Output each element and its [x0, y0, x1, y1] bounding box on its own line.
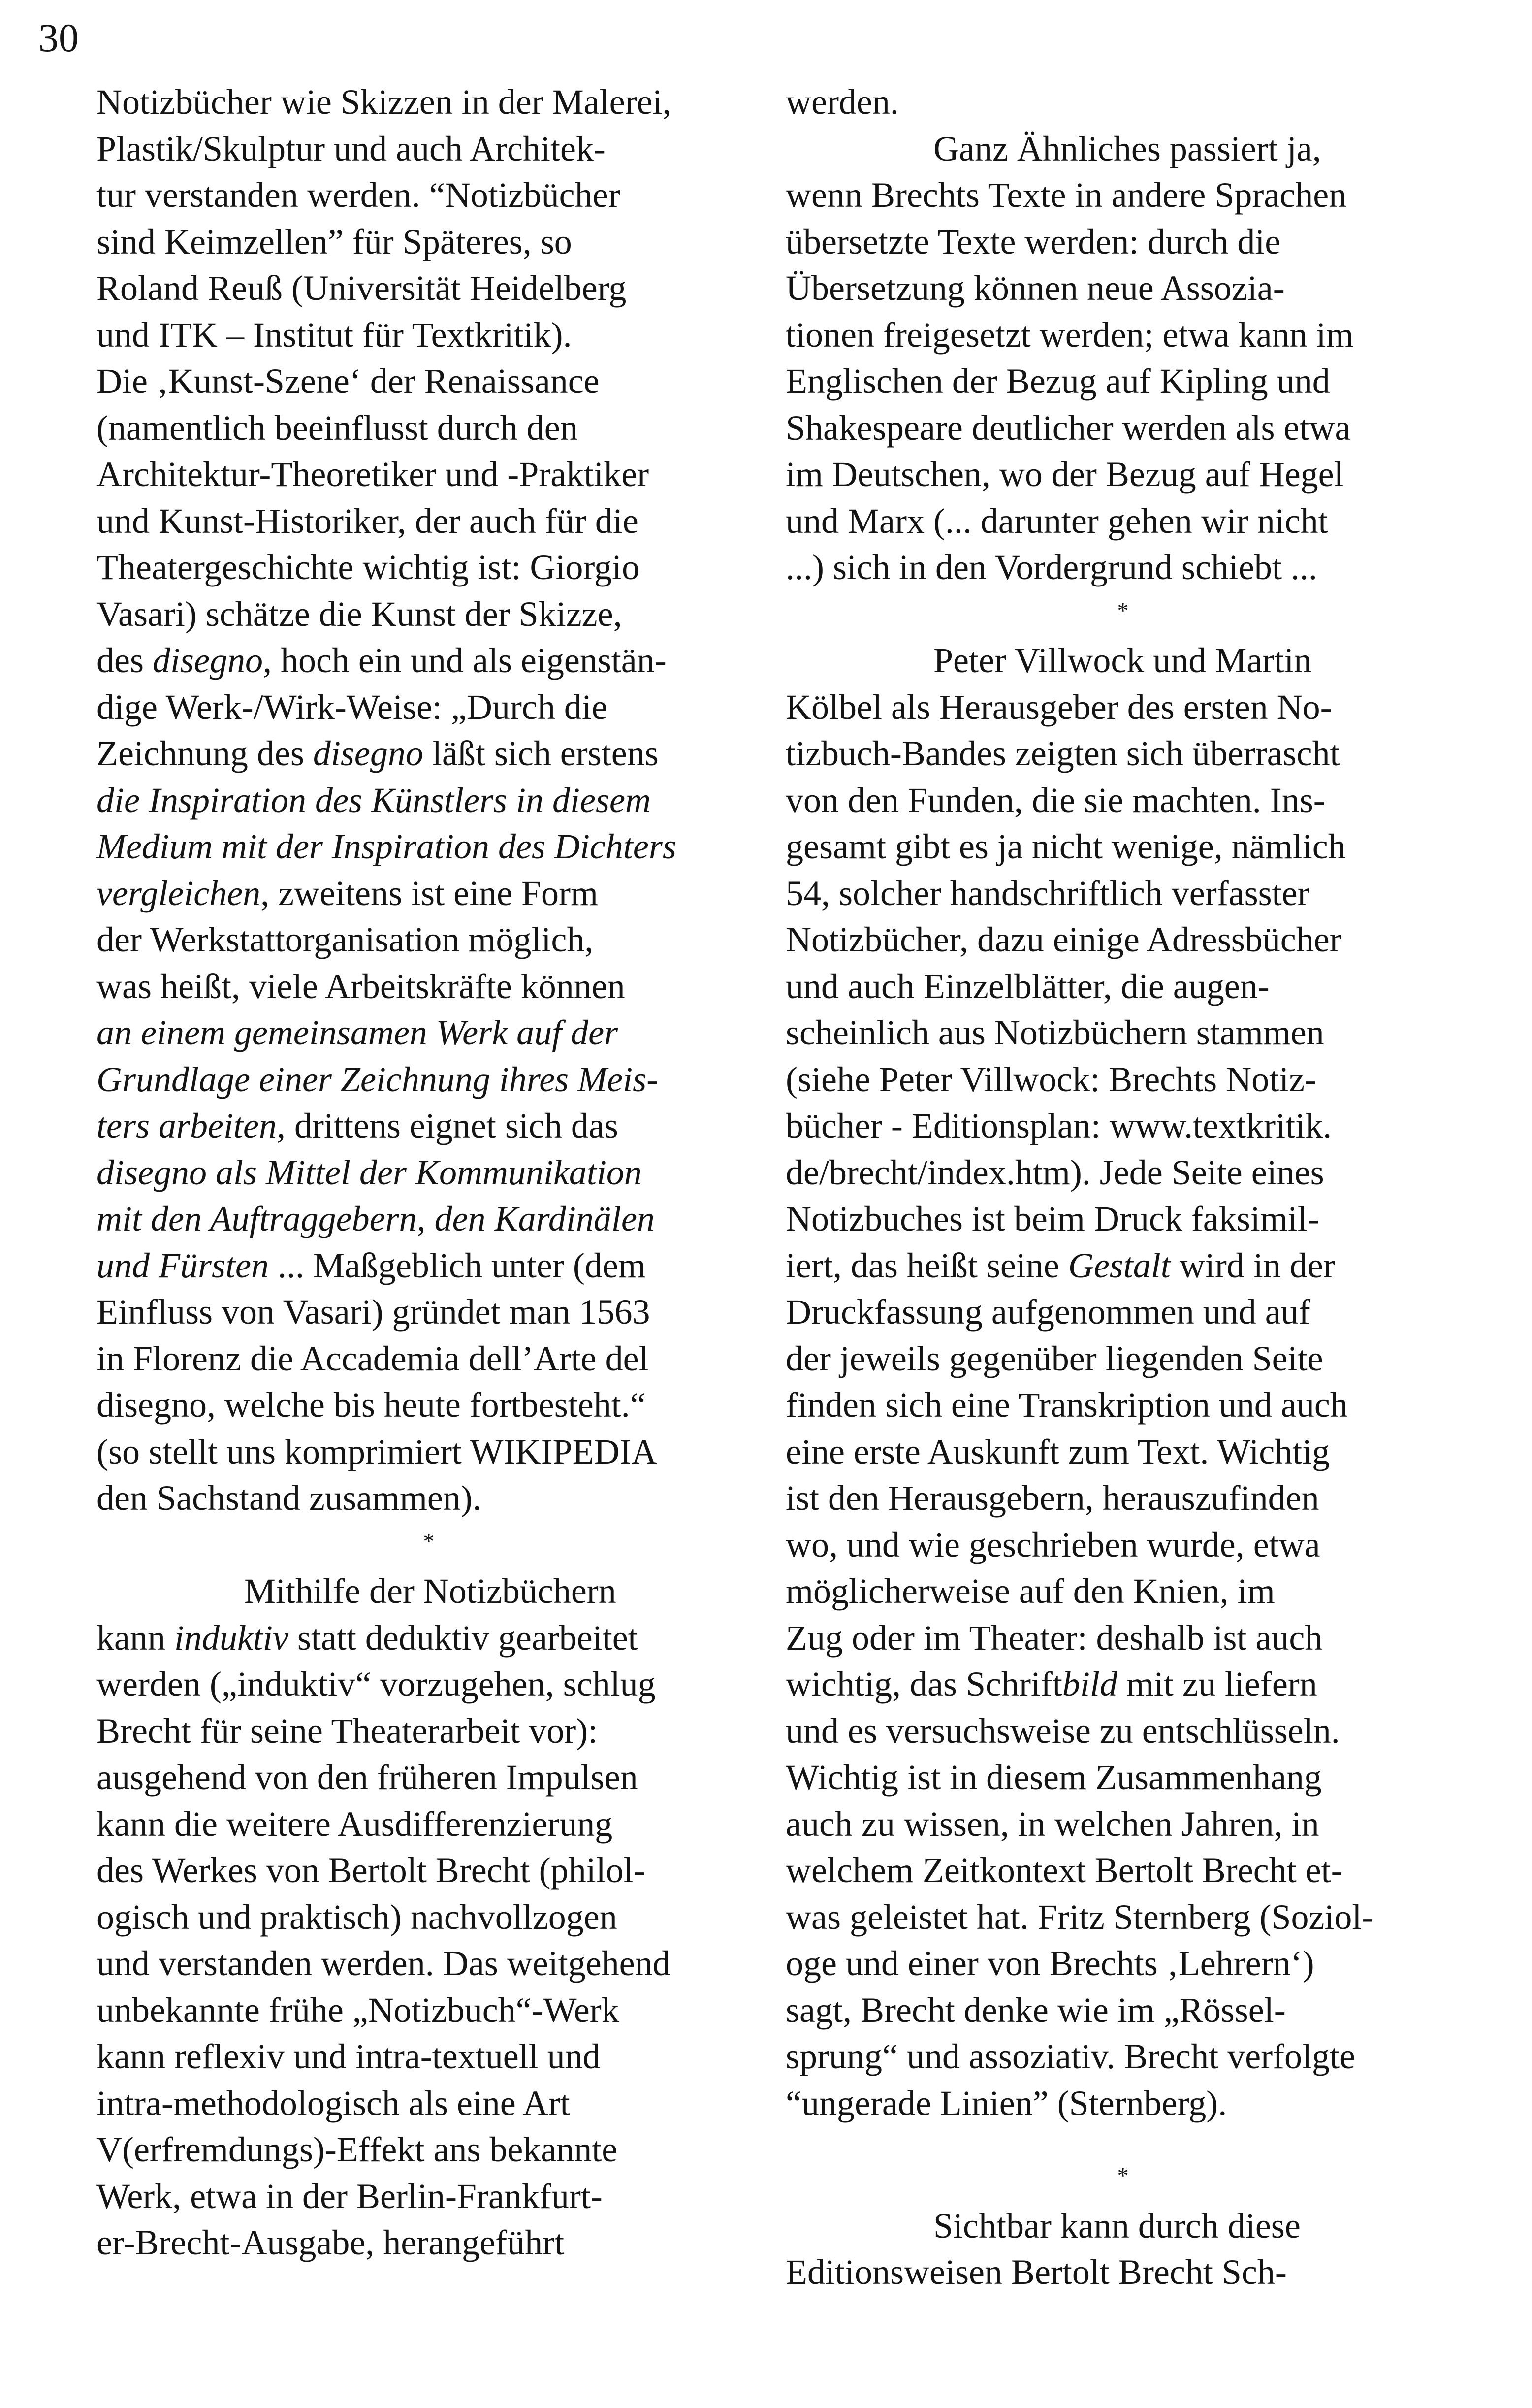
text-line: und Marx (... darunter gehen wir nicht [786, 501, 1328, 541]
text-line: V(erfremdungs)-Effekt ans bekannte [96, 2130, 618, 2169]
paragraph-start-line: Sichtbar kann durch diese [933, 2206, 1301, 2245]
text-line: wenn Brechts Texte in andere Sprachen [786, 175, 1347, 215]
left-column [96, 79, 751, 2266]
text-line: werden. [786, 82, 899, 122]
text-line: dige Werk-/Wirk-Weise: „Durch die [96, 687, 607, 727]
text-line: und verstanden werden. Das weitgehend [96, 1944, 670, 1983]
text-line: kann die weitere Ausdifferenzierung [96, 1804, 613, 1844]
text-line: Englischen der Bezug auf Kipling und [786, 361, 1330, 401]
text-line [96, 1242, 751, 1289]
paragraph-start-line: Ganz Ähnliches passiert ja, [933, 129, 1321, 168]
text-line: tur verstanden werden. “Notizbücher [96, 175, 620, 215]
text-line: übersetzte Texte werden: durch die [786, 222, 1281, 261]
text-line [786, 1242, 1431, 1289]
text-line: sind Keimzellen” für Späteres, so [96, 222, 572, 261]
page-number: 30 [38, 15, 79, 60]
text-line: (so stellt uns komprimiert WIKIPEDIA [96, 1432, 657, 1471]
text-line: im Deutschen, wo der Bezug auf Hegel [786, 455, 1344, 494]
text-line: intra-methodologisch als eine Art [96, 2083, 570, 2123]
text-line: 54, solcher handschriftlich verfasster [786, 873, 1309, 913]
italic-span: bild [1062, 1664, 1117, 1704]
text-line: der Werkstattorganisation möglich, [96, 920, 594, 959]
text-line: was heißt, viele Arbeitskräfte können [96, 966, 625, 1006]
text-line: Editionsweisen Bertolt Brecht Sch- [786, 2252, 1287, 2292]
text-line: unbekannte frühe „Notizbuch“-Werk [96, 1990, 619, 2030]
text-line [96, 870, 751, 917]
section-divider: * [1117, 597, 1129, 623]
text-line: werden („induktiv“ vorzugehen, schlug [96, 1664, 656, 1704]
italic-span: ters arbeiten [96, 1106, 277, 1145]
text-span: wichtig, das Schrift [786, 1664, 1062, 1704]
text-line: Werk, etwa in der Berlin-Frankfurt- [96, 2176, 603, 2216]
text-line: Plastik/Skulptur und auch Architek- [96, 129, 606, 168]
text-line: ausgehend von den früheren Impulsen [96, 1757, 638, 1797]
text-span: mit zu liefern [1117, 1664, 1317, 1704]
text-span: kann [96, 1618, 174, 1658]
paragraph-start-line: Mithilfe der Notizbüchern [244, 1571, 616, 1611]
italic-span: mit den Auftraggebern, den Kardinälen [96, 1199, 655, 1238]
italic-span: disegno [313, 734, 423, 773]
text-line [96, 637, 751, 684]
text-span: wird in der [1170, 1245, 1335, 1285]
text-line: und Kunst-Historiker, der auch für die [96, 501, 638, 541]
text-line: Roland Reuß (Universität Heidelberg [96, 268, 627, 308]
text-line [96, 1009, 751, 1056]
text-line: wo, und wie geschrieben wurde, etwa [786, 1525, 1320, 1564]
text-span: des [96, 641, 153, 680]
italic-span: die Inspiration des Künstlers in diesem [96, 780, 651, 820]
italic-span: vergleichen [96, 873, 261, 913]
text-line: Die ‚Kunst-Szene‘ der Renaissance [96, 361, 600, 401]
italic-span: Gestalt [1068, 1245, 1171, 1285]
text-line: was geleistet hat. Fritz Sternberg (Soziol- [786, 1897, 1374, 1937]
section-divider: * [1117, 2163, 1129, 2188]
text-line: eine erste Auskunft zum Text. Wichtig [786, 1432, 1330, 1471]
italic-span: und Fürsten [96, 1245, 269, 1285]
text-line: Vasari) schätze die Kunst der Skizze, [96, 594, 622, 634]
text-line: de/brecht/index.htm). Jede Seite eines [786, 1152, 1324, 1192]
text-line: ...) sich in den Vordergrund schiebt ... [786, 548, 1317, 587]
text-line: und ITK – Institut für Textkritik). [96, 315, 572, 355]
text-line: bücher - Editionsplan: www.textkritik. [786, 1106, 1332, 1145]
text-line: tizbuch-Bandes zeigten sich überrascht [786, 734, 1340, 773]
text-line: der jeweils gegenüber liegenden Seite [786, 1338, 1323, 1378]
paragraph-start-line: Peter Villwock und Martin [933, 641, 1312, 680]
text-line: des Werkes von Bertolt Brecht (philol- [96, 1851, 645, 1890]
text-line: (namentlich beeinflusst durch den [96, 408, 578, 448]
text-span: , zweitens ist eine Form [260, 873, 599, 913]
text-span: , drittens eignet sich das [276, 1106, 618, 1145]
text-line: tionen freigesetzt werden; etwa kann im [786, 315, 1354, 355]
text-line: ogisch und praktisch) nachvollzogen [96, 1897, 617, 1937]
text-line: disegno, welche bis heute fortbesteht.“ [96, 1385, 646, 1425]
text-line: von den Funden, die sie machten. Ins- [786, 780, 1325, 820]
text-span: ... Maßgeblich unter (dem [268, 1245, 646, 1285]
text-line: oge und einer von Brechts ‚Lehrern‘) [786, 1944, 1314, 1983]
text-line [96, 777, 751, 824]
right-column [786, 79, 1431, 2296]
text-line: Wichtig ist in diesem Zusammenhang [786, 1757, 1322, 1797]
text-line: Druckfassung aufgenommen und auf [786, 1292, 1310, 1332]
text-line: Theatergeschichte wichtig ist: Giorgio [96, 548, 640, 587]
text-line: Übersetzung können neue Assozia- [786, 268, 1285, 308]
text-line: Notizbücher wie Skizzen in der Malerei, [96, 82, 671, 122]
text-line [96, 1149, 751, 1196]
text-line: Notizbuches ist beim Druck faksimil- [786, 1199, 1319, 1238]
text-line: und auch Einzelblätter, die augen- [786, 966, 1270, 1006]
italic-span: an einem gemeinsamen Werk auf der [96, 1013, 618, 1052]
text-line: Architektur-Theoretiker und -Praktiker [96, 455, 649, 494]
text-line [96, 1056, 751, 1103]
italic-span: Grundlage einer Zeichnung ihres Meis- [96, 1059, 659, 1099]
text-line [96, 823, 751, 870]
text-line: möglicherweise auf den Knien, im [786, 1571, 1275, 1611]
text-line [786, 1661, 1431, 1708]
text-line [96, 1196, 751, 1242]
text-line [96, 730, 751, 777]
text-line: “ungerade Linien” (Sternberg). [786, 2083, 1227, 2123]
text-line [96, 1615, 751, 1661]
text-line [96, 1103, 751, 1149]
text-line: welchem Zeitkontext Bertolt Brecht et- [786, 1851, 1343, 1890]
text-line: sprung“ und assoziativ. Brecht verfolgte [786, 2037, 1355, 2076]
section-divider: * [423, 1528, 435, 1554]
italic-span: disegno als Mittel der Kommunikation [96, 1152, 642, 1192]
text-span: läßt sich erstens [423, 734, 659, 773]
text-span: iert, das heißt seine [786, 1245, 1068, 1285]
text-line: Notizbücher, dazu einige Adressbücher [786, 920, 1341, 959]
text-line: kann reflexiv und intra-textuell und [96, 2037, 601, 2076]
text-line: er-Brecht-Ausgabe, herangeführt [96, 2223, 565, 2262]
text-line: ist den Herausgebern, herauszufinden [786, 1478, 1319, 1518]
text-line: Einfluss von Vasari) gründet man 1563 [96, 1292, 650, 1332]
text-line: auch zu wissen, in welchen Jahren, in [786, 1804, 1319, 1844]
text-line: den Sachstand zusammen). [96, 1478, 481, 1518]
italic-span: disegno [152, 641, 263, 680]
text-line: Brecht für seine Theaterarbeit vor): [96, 1711, 598, 1751]
text-line: sagt, Brecht denke wie im „Rössel- [786, 1990, 1286, 2030]
italic-span: Medium mit der Inspiration des Dichters [96, 827, 676, 866]
text-line: Shakespeare deutlicher werden als etwa [786, 408, 1351, 448]
text-span: Zeichnung des [96, 734, 313, 773]
text-line: und es versuchsweise zu entschlüsseln. [786, 1711, 1340, 1751]
text-line: scheinlich aus Notizbüchern stammen [786, 1013, 1324, 1052]
text-span: , hoch ein und als eigenstän- [262, 641, 667, 680]
text-line: Zug oder im Theater: deshalb ist auch [786, 1618, 1323, 1658]
text-line: finden sich eine Transkription und auch [786, 1385, 1348, 1425]
blank-line [786, 2126, 1431, 2156]
text-line: in Florenz die Accademia dell’Arte del [96, 1338, 649, 1378]
text-line: (siehe Peter Villwock: Brechts Notiz- [786, 1059, 1317, 1099]
text-line: gesamt gibt es ja nicht wenige, nämlich [786, 827, 1346, 866]
text-line: Kölbel als Herausgeber des ersten No- [786, 687, 1332, 727]
text-span: statt deduktiv gearbeitet [288, 1618, 638, 1658]
italic-span: induktiv [174, 1618, 288, 1658]
